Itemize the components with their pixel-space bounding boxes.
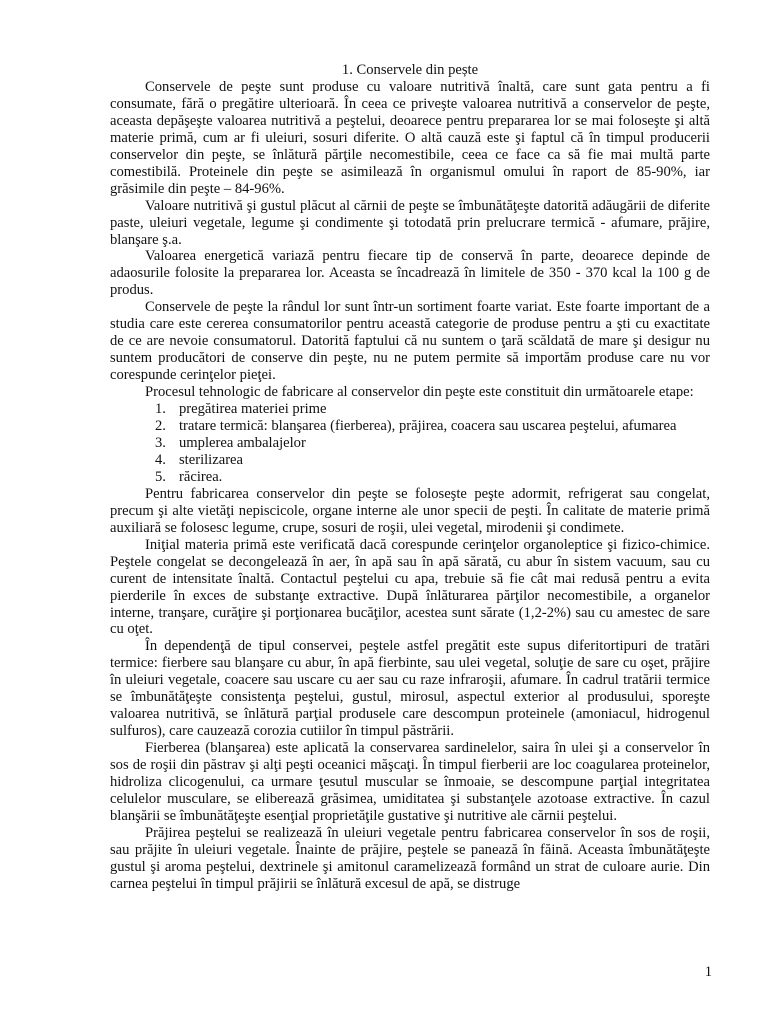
paragraph: În dependenţă de tipul conservei, peştele astfel pregătit este supus diferitortipuri de tratări termice: fierbere sau blanşare cu abur, în apă fierbinte, sau ulei vegetal, soluţie de sare cu oşet, prăjire în uleiuri vegetale, coacere sau uscare cu aer sau cu raze infraroşii, afumare. În cadrul tratării termice se îmbunătăţeşte consistenţa peştelui, gustul, mirosul, aspectul exterior al produsului, sporeşte valoarea nutritivă, se înlătură parţial produsele care descompun proteinele (amoniacul, hidrogenul sulfuros), care cauzează corozia cutiilor în timpul păstrării. xyxy=(110,638,710,740)
document-page xyxy=(110,62,710,893)
list-item-text: pregătirea materiei prime xyxy=(179,401,327,418)
process-steps-list xyxy=(110,401,710,486)
paragraph: Valoarea energetică variază pentru fiecare tip de conservă în parte, deoarece depinde de adaosurile folosite la prepararea lor. Aceasta se încadrează în limitele de 350 - 370 kcal la 100 g de produs. xyxy=(110,248,710,299)
list-item-text: răcirea. xyxy=(179,468,223,485)
paragraph: Pentru fabricarea conservelor din peşte se foloseşte peşte adormit, refrigerat sau congelat, precum şi alte vietăţi nepiscicole, organe interne ale unor specii de peşti. În calitate de materie primă auxiliară se folosesc legume, crupe, sosuri de roşii, ulei vegetal, mirodenii şi condimete. xyxy=(110,485,710,536)
list-item-text: tratare termică: blanşarea (fierberea), prăjirea, coacera sau uscarea peştelui, afumarea xyxy=(179,418,677,435)
list-item-number: 2. xyxy=(155,418,166,435)
list-item-number: 5. xyxy=(155,468,166,485)
paragraph: Conservele de peşte la rândul lor sunt într-un sortiment foarte variat. Este foarte important de a studia care este cererea consumatorilor pentru această categorie de produse pentru a şti cu exactitate de ce are nevoie consumatorul. Datorită faptului că nu suntem o ţară scăldată de mare şi desigur nu suntem producători de conserve din peşte, nu ne putem permite să importăm produse care nu vor corespunde cerinţelor pieţei. xyxy=(110,299,710,384)
list-item-text: umplerea ambalajelor xyxy=(179,434,306,451)
paragraph: Procesul tehnologic de fabricare al conservelor din peşte este constituit din următoarele etape: xyxy=(145,384,694,401)
page-number: 1 xyxy=(704,964,712,980)
list-item-text: sterilizarea xyxy=(179,451,244,468)
list-item xyxy=(110,401,710,418)
list-item-number: 4. xyxy=(155,451,166,468)
paragraph: Prăjirea peştelui se realizează în uleiuri vegetale pentru fabricarea conservelor în sos de roşii, sau prăjite în uleiuri vegetale. Înainte de prăjire, peştele se panează în făină. Aceasta îmbunătăţeşte gustul şi aroma peştelui, dextrinele şi amitonul caramelizează formând un strat de culoare aurie. Din carnea peştelui în timpul prăjirii se înlătură excesul de apă, se distruge xyxy=(110,824,710,892)
paragraph: Conservele de peşte sunt produse cu valoare nutritivă înaltă, care sunt gata pentru a fi consumate, fără o pregătire ulterioară. În ceea ce priveşte valoarea nutritivă a conservelor de peşte, aceasta depăşeşte valoarea nutritivă a peştelui, deoarece pentru prepararea lor se mai foloseşte şi altă materie primă, cum ar fi uleiuri, sosuri diferite. O altă cauză este şi faptul că în timpul producerii conservelor din peşte, se înlătură părţile necomestibile, ceea ce face ca să fie mai multă parte comestibilă. Proteinele din peşte se asimilează în organismul omului în raport de 85-90%, iar grăsimile din peşte – 84-96%. xyxy=(110,78,710,197)
list-item xyxy=(110,435,710,452)
list-item-number: 1. xyxy=(155,401,166,418)
paragraph: Fierberea (blanşarea) este aplicată la conservarea sardinelelor, saira în ulei şi a conservelor în sos de roşii din păstrav şi alţi peşti oceanici măşcaţi. În timpul fierberii are loc coagularea proteinelor, hidroliza clicogenului, ca urmare ţesutul muscular se înmoaie, se descompune parţial integritatea celulelor musculare, se eliberează grăsimea, umiditatea şi substanţele azotoase extractive. În cazul blanşării se îmbunătăţeşte esenţial proprietăţile gustative şi nutritive ale cărnii peştelui. xyxy=(110,740,710,824)
page-title: 1. Conservele din pește xyxy=(341,62,479,78)
list-item xyxy=(110,452,710,469)
list-item-number: 3. xyxy=(155,434,166,451)
list-item xyxy=(110,469,710,486)
list-item xyxy=(110,418,710,435)
paragraph: Iniţial materia primă este verificată dacă corespunde cerinţelor organoleptice şi fizico-chimice. Peştele congelat se decongelează în aer, în apă sau în apă sărată, cu abur în sistem vacuum, sau cu curent de intensitate înaltă. Contactul peştelui cu apa, trebuie să fie cât mai redusă pentru a evita pierderile în exces de substanţe extractive. După înlăturarea părţilor necomestibile, a organelor interne, tranşare, curăţire şi porţionarea bucăţilor, acestea sunt sărate (1,2-2%) sau cu amestec de sare cu oţet. xyxy=(110,536,710,638)
paragraph: Valoare nutritivă şi gustul plăcut al cărnii de peşte se îmbunătăţeşte datorită adăugării de diferite paste, uleiuri vegetale, legume şi condimente şi totodată prin prelucrare termică - afumare, prăjire, blanşare ş.a. xyxy=(110,197,710,248)
